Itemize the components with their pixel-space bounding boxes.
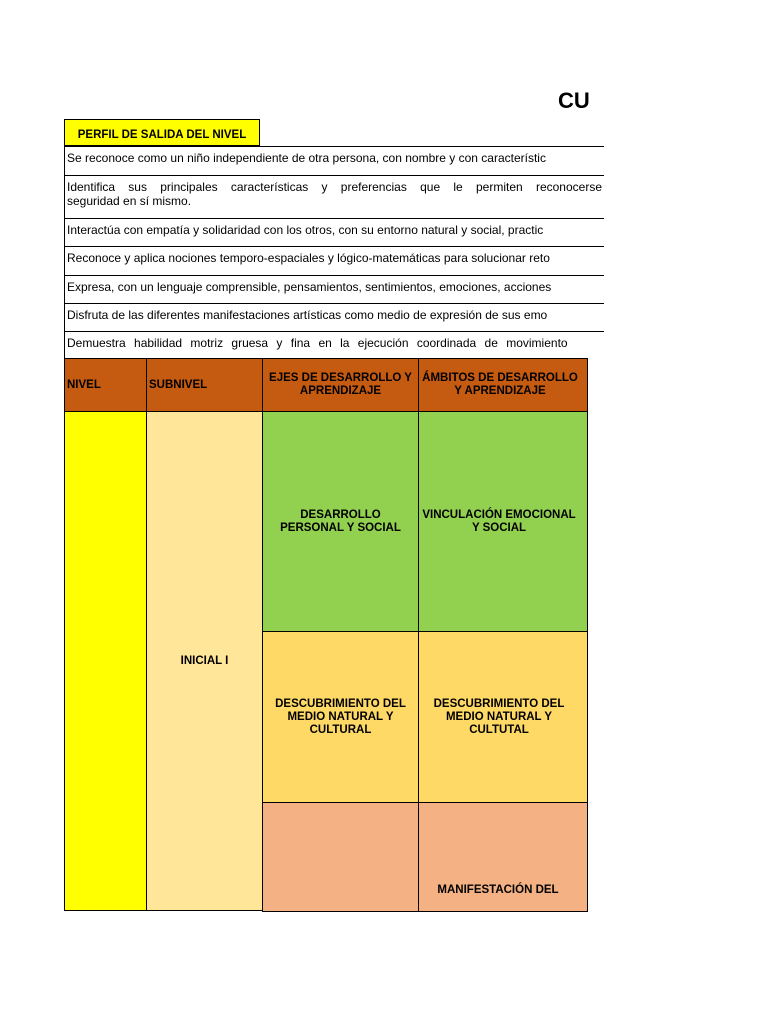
header-subnivel[interactable]: SUBNIVEL — [146, 358, 263, 412]
ambito-cell[interactable]: DESCUBRIMIENTO DEL MEDIO NATURAL Y CULTUTAL — [418, 631, 588, 803]
nivel-cell[interactable] — [64, 411, 147, 911]
perfil-row-text: Reconoce y aplica nociones temporo-espaciales y lógico-matemáticas para solucionar reto — [67, 251, 550, 265]
perfil-row-text: Disfruta de las diferentes manifestaciones artísticas como medio de expresión de sus emo — [67, 308, 548, 322]
perfil-row-text: Demuestra habilidad motriz gruesa y fina en la ejecución coordinada de movimiento — [67, 336, 568, 350]
perfil-row[interactable] — [64, 146, 604, 175]
perfil-header-cell[interactable]: PERFIL DE SALIDA DEL NIVEL — [64, 119, 260, 146]
subnivel-cell[interactable] — [146, 411, 263, 911]
perfil-row[interactable] — [64, 303, 604, 331]
ambito-cell[interactable]: MANIFESTACIÓN DEL — [418, 802, 588, 912]
perfil-row-text: Se reconoce como un niño independiente de otra persona, con nombre y con característic — [67, 151, 546, 165]
eje-cell[interactable]: DESCUBRIMIENTO DEL MEDIO NATURAL Y CULTURAL — [262, 631, 419, 803]
page-title: CU — [558, 88, 590, 113]
perfil-row[interactable] — [64, 275, 604, 303]
header-ambitos[interactable]: ÁMBITOS DE DESARROLLO Y APRENDIZAJE — [418, 358, 588, 412]
ambito-cell[interactable]: VINCULACIÓN EMOCIONAL Y SOCIAL — [418, 411, 588, 632]
perfil-row-text: Interactúa con empatía y solidaridad con los otros, con su entorno natural y social, practic — [67, 223, 544, 237]
perfil-row[interactable] — [64, 331, 604, 359]
perfil-row-text-continued: seguridad en sí mismo. — [67, 194, 192, 208]
perfil-row-text: Expresa, con un lenguaje comprensible, pensamientos, sentimientos, emociones, acciones — [67, 280, 552, 294]
eje-cell[interactable]: DESARROLLO PERSONAL Y SOCIAL — [262, 411, 419, 632]
perfil-row[interactable] — [64, 218, 604, 246]
header-nivel[interactable]: NIVEL — [64, 358, 147, 412]
eje-cell[interactable] — [262, 802, 419, 912]
subnivel-value: INICIAL I — [180, 654, 229, 667]
perfil-row[interactable] — [64, 246, 604, 275]
perfil-row-text: Identifica sus principales características y preferencias que le permiten reconocerse — [67, 180, 602, 194]
perfil-row[interactable] — [64, 175, 604, 218]
header-ejes[interactable]: EJES DE DESARROLLO Y APRENDIZAJE — [262, 358, 419, 412]
